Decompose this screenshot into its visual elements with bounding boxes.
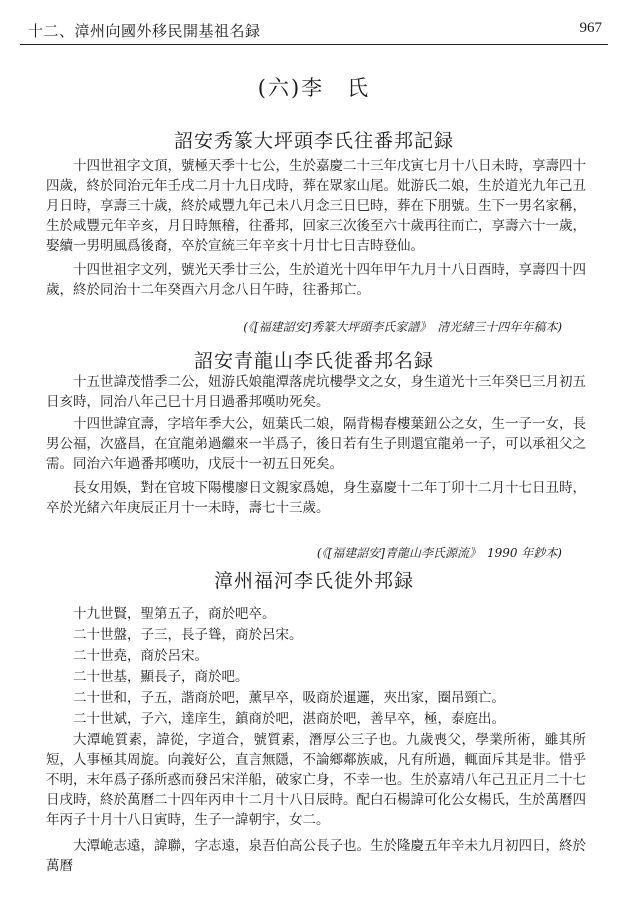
running-header — [20, 16, 608, 40]
list-item: 二十世斌，子六，達庠生，鎮商於吧，湛商於吧，善早卒，極，泰庭出。 — [73, 711, 505, 727]
list-item: 十九世賢，聖第五子，商於吧卒。 — [73, 606, 276, 622]
page-number: 967 — [579, 20, 602, 36]
list-item: 二十世和，子五，諧商於吧，薰早卒，吸商於暹邏，夾出家，圈吊頸亡。 — [73, 690, 505, 706]
paragraph: 十五世諱茂惜季二公，妞游氏娘龍潭落虎坑樓學文之女，身生道光十三年癸巳三月初五日亥時，同治八年己巳十月日過番邦嘆叻死矣。 — [46, 374, 586, 410]
list-item: 二十世堯，商於呂宋。 — [73, 648, 208, 664]
section-title: 詔安青龍山李氏徙番邦名録 — [193, 350, 434, 372]
list-item: 二十世基，顯長子，商於吧。 — [73, 669, 249, 685]
paragraph: 大潭峗志遠，諱聯，字志遠，泉吾伯高公長子也。生於隆慶五年辛未九月初四日，終於萬曆 — [46, 838, 586, 874]
paragraph: 十四世諱宜壽，字培年季大公，妞葉氏二娘，隔背楊春樓葉鈕公之女，生一子一女，長男公福，次盛昌，在宜龍弟過繼來一半爲子，後日若有生子則還宜龍弟一子，可以承祖父之需。同治六年過番邦嘆叻，戊辰十一初五日死矣。 — [46, 416, 586, 472]
running-title: 十二、漳州向國外移民開基祖名録 — [28, 22, 261, 40]
section-title: 詔安秀篆大坪頭李氏往番邦記録 — [173, 130, 454, 152]
list-item: 二十世盤，子三，長子聳，商於呂宋。 — [73, 627, 303, 643]
source-citation: (《[福建詔安]秀篆大坪頭李氏家譜》 清光緒三十四年年稿本) — [243, 320, 562, 334]
paragraph: 十四世祖字文列，號光天季廿三公，生於道光十四年甲午九月十八日酉時，享壽四十四歲，終於同治十二年癸酉六月念八日午時，往番邦亡。 — [46, 262, 586, 298]
header-rule — [20, 44, 608, 45]
paragraph: 長女用娛，對在官坡下陽樓廖日文親家爲媳，身生嘉慶十二年丁卯十二月十七日丑時，卒於光緒六年庚辰正月十一未時，壽七十三歲。 — [46, 480, 586, 516]
part-heading: (六)李 氏 — [257, 76, 371, 100]
paragraph: 十四世祖字文頂，號極天季十七公，生於嘉慶二十三年戊寅七月十八日未時，享壽四十四歲，終於同治元年壬戌二月十九日戌時，葬在眾家山尾。妣游氏二娘，生於道光九年己丑月日時，享壽三十歲，終於咸豐九年己未八月念三日巳時，葬在下朋號。生下一男名家稱，生於咸豐元年辛亥，月日時無稽，往番邦，回家三次後至六十歲再往而亡，享壽六十一歲，娶續一男明風爲後裔，卒於宣統三年辛亥十月廿七日吉時登仙。 — [46, 158, 586, 254]
entry-list — [46, 604, 586, 730]
section-title: 漳州福河李氏徙外邦録 — [213, 570, 414, 592]
source-citation: (《[福建詔安]青龍山李氏源流》 1990 年鈔本) — [316, 546, 562, 560]
paragraph: 大潭峗質素，諱從，字道合，號質素，潛厚公三子也。九歲喪父，學業所術，雖其所短，人事極其周旋。向義好公，直言無隱，不論鄉鄰族戚，凡有所過，輒面斥其是非。惜乎不明，末年爲子孫所惑而發呂宋洋船，破家亡身，不幸一也。生於嘉靖八年己丑正月二十七日戌時，終於萬曆二十四年丙申十二月十八日辰時。配白石楊諱可化公女楊氏，生於萬曆四年丙子十月十八日寅時，生子一諱朝宇，女二。 — [46, 732, 586, 828]
